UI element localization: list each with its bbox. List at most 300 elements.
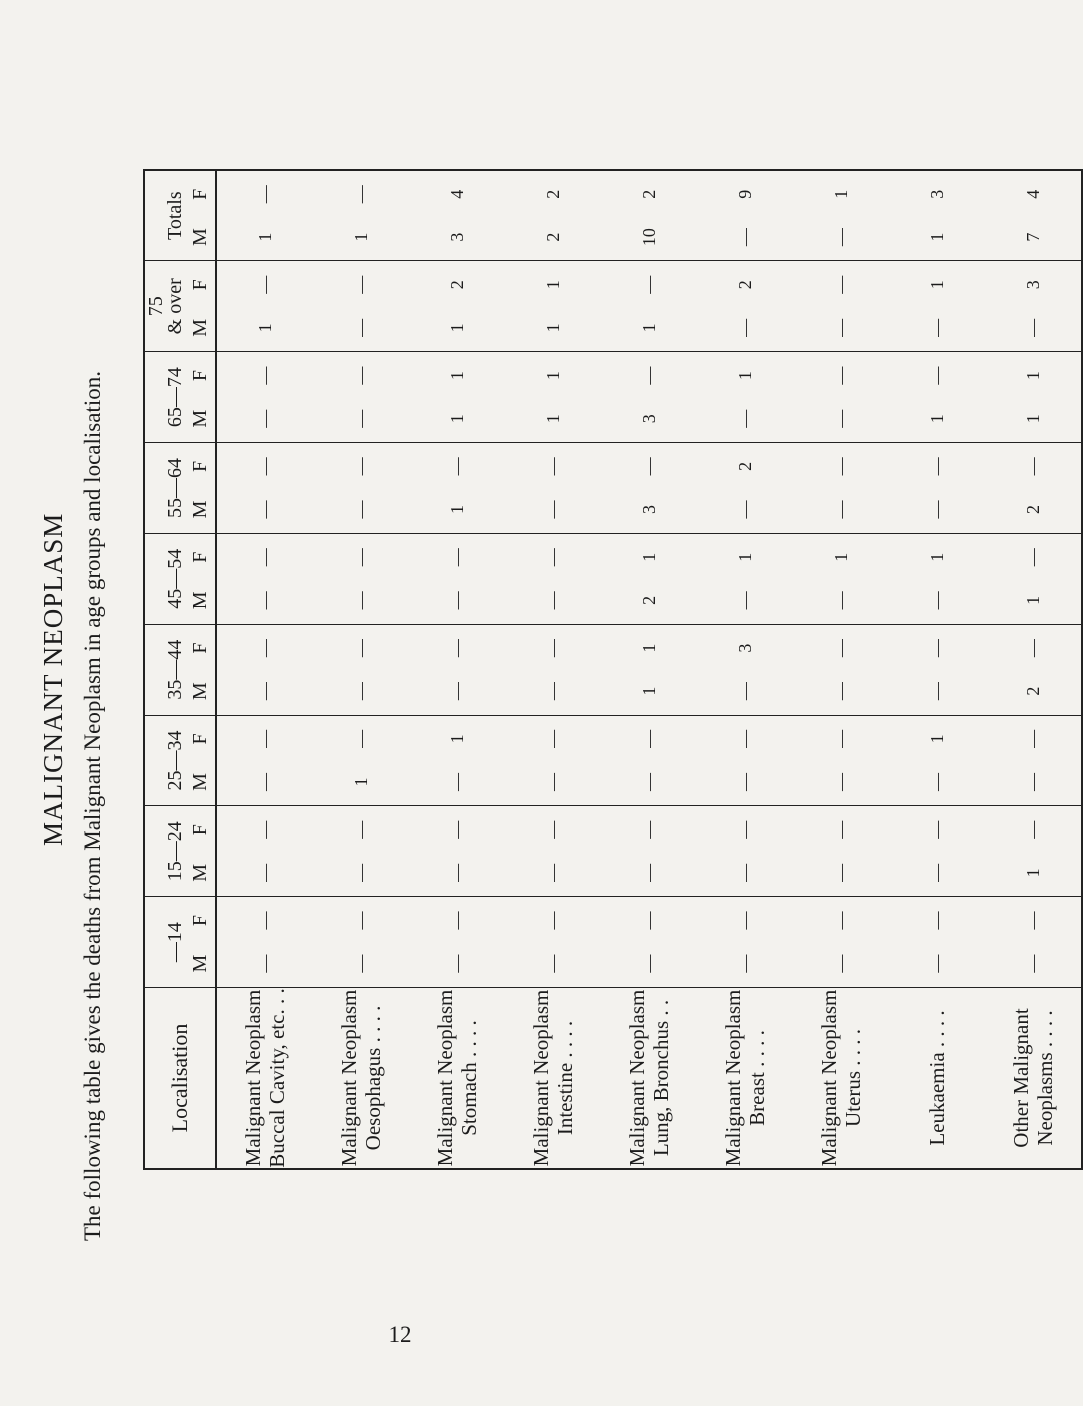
age-header: 45—54 xyxy=(144,533,185,624)
male-count: — xyxy=(1022,773,1043,791)
female-count: 4 xyxy=(446,189,467,199)
sex-header xyxy=(185,897,216,988)
sex-header xyxy=(185,261,216,352)
age-cell xyxy=(409,624,505,715)
age-header: —14 xyxy=(144,897,185,988)
female-count: — xyxy=(926,457,947,476)
row-label: Malignant Neoplasm Lung, Bronchus . . xyxy=(601,988,697,1170)
male-count: — xyxy=(254,863,275,882)
age-cell xyxy=(601,170,697,261)
female-count: — xyxy=(638,820,659,839)
age-cell xyxy=(409,897,505,988)
female-count: — xyxy=(350,457,371,476)
female-count: — xyxy=(446,548,467,567)
age-cell xyxy=(601,443,697,534)
male-count: 2 xyxy=(1022,505,1043,515)
row-label: Leukaemia . . . . xyxy=(889,988,985,1170)
age-cell xyxy=(505,624,601,715)
male-count: — xyxy=(638,954,659,973)
female-count: — xyxy=(542,639,563,658)
male-count: — xyxy=(1022,318,1043,337)
age-cell xyxy=(889,261,985,352)
age-cell xyxy=(985,624,1082,715)
male-count: — xyxy=(830,591,851,610)
female-count: — xyxy=(350,185,371,204)
female-count: — xyxy=(830,911,851,930)
sex-label: F xyxy=(188,824,211,836)
female-count: — xyxy=(350,639,371,658)
sex-header xyxy=(185,624,216,715)
male-count: 1 xyxy=(350,777,371,787)
female-count: 4 xyxy=(1022,189,1043,199)
male-count: — xyxy=(926,682,947,701)
age-cell xyxy=(697,261,793,352)
male-count: 1 xyxy=(350,232,371,242)
male-count: — xyxy=(830,682,851,701)
age-cell xyxy=(697,715,793,806)
age-cell xyxy=(313,715,409,806)
male-count: 2 xyxy=(542,232,563,242)
age-cell xyxy=(313,533,409,624)
age-cell xyxy=(889,352,985,443)
female-count: — xyxy=(830,820,851,839)
male-count: 1 xyxy=(638,686,659,696)
table-row xyxy=(697,170,793,1169)
female-count: — xyxy=(350,729,371,748)
male-count: 1 xyxy=(254,323,275,333)
table-row xyxy=(216,170,313,1169)
female-count: — xyxy=(542,729,563,748)
age-cell xyxy=(985,170,1082,261)
table-row xyxy=(601,170,697,1169)
age-cell xyxy=(793,352,889,443)
male-count: — xyxy=(734,954,755,973)
sex-label: M xyxy=(188,773,211,791)
age-cell xyxy=(601,624,697,715)
male-count: — xyxy=(350,682,371,701)
female-count: — xyxy=(1022,729,1043,748)
male-count: 1 xyxy=(542,414,563,424)
table-row xyxy=(505,170,601,1169)
male-count: 1 xyxy=(446,414,467,424)
male-count: — xyxy=(734,591,755,610)
sex-label: F xyxy=(188,370,211,382)
female-count: 1 xyxy=(830,552,851,562)
sex-label: M xyxy=(188,500,211,519)
male-count: — xyxy=(830,954,851,973)
male-count: 1 xyxy=(1022,595,1043,605)
female-count: — xyxy=(830,275,851,294)
male-count: — xyxy=(926,318,947,337)
male-count: 3 xyxy=(446,232,467,242)
female-count: — xyxy=(1022,911,1043,930)
male-count: — xyxy=(830,228,851,247)
age-cell xyxy=(216,897,313,988)
male-count: — xyxy=(350,591,371,610)
age-cell xyxy=(697,806,793,897)
age-cell xyxy=(889,624,985,715)
age-header: 65—74 xyxy=(144,352,185,443)
female-count: — xyxy=(350,366,371,385)
male-count: 7 xyxy=(1022,232,1043,242)
female-count: — xyxy=(830,639,851,658)
sex-header xyxy=(185,806,216,897)
row-label: Malignant Neoplasm Oesophagus . . . . xyxy=(313,988,409,1170)
female-count: — xyxy=(926,911,947,930)
age-cell xyxy=(985,806,1082,897)
male-count: — xyxy=(734,773,755,791)
age-header: 15—24 xyxy=(144,806,185,897)
age-cell xyxy=(601,806,697,897)
age-header: Totals xyxy=(164,191,186,240)
age-cell xyxy=(216,352,313,443)
male-count: — xyxy=(254,773,275,791)
female-count: — xyxy=(350,275,371,294)
table-row xyxy=(313,170,409,1169)
female-count: — xyxy=(638,457,659,476)
male-count: — xyxy=(830,318,851,337)
age-cell xyxy=(216,715,313,806)
female-count: — xyxy=(638,729,659,748)
age-header: 35—44 xyxy=(144,624,185,715)
age-cell xyxy=(697,897,793,988)
age-cell xyxy=(216,170,313,261)
age-cell xyxy=(793,806,889,897)
age-cell xyxy=(793,170,889,261)
male-count: — xyxy=(926,863,947,882)
age-cell xyxy=(409,443,505,534)
female-count: — xyxy=(446,911,467,930)
female-count: 1 xyxy=(638,552,659,562)
female-count: — xyxy=(638,275,659,294)
sex-header xyxy=(185,443,216,534)
male-count: — xyxy=(926,773,947,791)
female-count: — xyxy=(254,729,275,748)
male-count: — xyxy=(542,954,563,973)
age-cell xyxy=(313,443,409,534)
male-count: 1 xyxy=(254,232,275,242)
male-count: 1 xyxy=(926,414,947,424)
female-count: 2 xyxy=(734,280,755,290)
female-count: — xyxy=(350,820,371,839)
age-cell xyxy=(985,533,1082,624)
male-count: — xyxy=(446,591,467,610)
sex-label: F xyxy=(188,460,211,472)
male-count: — xyxy=(638,773,659,791)
sex-header xyxy=(185,352,216,443)
female-count: 3 xyxy=(926,189,947,199)
female-count: — xyxy=(638,366,659,385)
male-count: — xyxy=(734,409,755,428)
table-row xyxy=(985,170,1082,1169)
age-cell xyxy=(216,624,313,715)
female-count: — xyxy=(1022,820,1043,839)
female-count: 2 xyxy=(734,461,755,471)
age-cell xyxy=(409,806,505,897)
female-count: 2 xyxy=(542,189,563,199)
age-cell xyxy=(601,352,697,443)
age-cell xyxy=(985,261,1082,352)
female-count: 1 xyxy=(926,552,947,562)
female-count: 1 xyxy=(734,552,755,562)
age-cell xyxy=(601,897,697,988)
sex-header xyxy=(185,715,216,806)
age-cell xyxy=(889,170,985,261)
female-count: — xyxy=(254,275,275,294)
age-cell xyxy=(216,261,313,352)
female-count: — xyxy=(254,820,275,839)
age-cell xyxy=(505,170,601,261)
male-count: — xyxy=(254,500,275,519)
female-count: — xyxy=(254,548,275,567)
male-count: 1 xyxy=(542,323,563,333)
male-count: — xyxy=(542,591,563,610)
age-cell xyxy=(313,897,409,988)
female-count: — xyxy=(830,457,851,476)
female-count: — xyxy=(254,639,275,658)
row-label: Malignant Neoplasm Buccal Cavity, etc. . . xyxy=(216,988,313,1170)
neoplasm-table xyxy=(143,169,1083,1170)
female-count: — xyxy=(446,820,467,839)
female-count: — xyxy=(254,457,275,476)
female-count: 2 xyxy=(446,280,467,290)
age-cell xyxy=(793,715,889,806)
female-count: 3 xyxy=(734,643,755,653)
age-cell xyxy=(313,624,409,715)
male-count: — xyxy=(350,863,371,882)
age-cell xyxy=(697,352,793,443)
male-count: 1 xyxy=(926,232,947,242)
female-count: — xyxy=(542,548,563,567)
female-count: 1 xyxy=(926,280,947,290)
male-count: — xyxy=(830,409,851,428)
age-cell xyxy=(601,261,697,352)
male-count: 2 xyxy=(1022,686,1043,696)
sex-label: M xyxy=(188,318,211,337)
age-cell xyxy=(409,715,505,806)
male-count: — xyxy=(542,773,563,791)
female-count: — xyxy=(350,911,371,930)
male-count: — xyxy=(542,682,563,701)
age-cell xyxy=(505,352,601,443)
age-cell xyxy=(409,533,505,624)
age-header: 75 & over xyxy=(144,261,185,352)
sex-label: F xyxy=(188,914,211,927)
female-count: 1 xyxy=(542,371,563,381)
female-count: 3 xyxy=(1022,280,1043,290)
male-count: — xyxy=(254,682,275,701)
male-count: — xyxy=(446,773,467,791)
age-cell xyxy=(313,352,409,443)
male-count: — xyxy=(446,863,467,882)
page-number: 12 xyxy=(388,1322,412,1347)
female-count: 1 xyxy=(446,734,467,744)
female-count: — xyxy=(830,366,851,385)
age-cell xyxy=(505,897,601,988)
female-count: — xyxy=(1022,639,1043,658)
localisation-header: Localisation xyxy=(144,988,216,1170)
male-count: — xyxy=(734,863,755,882)
row-label: Malignant Neoplasm Intestine . . . . xyxy=(505,988,601,1170)
male-count: — xyxy=(734,228,755,247)
male-count: — xyxy=(350,500,371,519)
age-cell xyxy=(216,806,313,897)
sex-label: M xyxy=(188,863,211,882)
male-count: 1 xyxy=(446,323,467,333)
female-count: — xyxy=(1022,457,1043,476)
sex-label: M xyxy=(188,954,211,973)
female-count: — xyxy=(542,911,563,930)
male-count: — xyxy=(926,954,947,973)
male-count: — xyxy=(926,591,947,610)
male-count: — xyxy=(734,500,755,519)
male-count: — xyxy=(830,863,851,882)
age-cell xyxy=(985,352,1082,443)
female-count: 2 xyxy=(638,189,659,199)
age-header: 25—34 xyxy=(144,715,185,806)
male-count: — xyxy=(446,954,467,973)
age-cell xyxy=(697,624,793,715)
age-cell xyxy=(889,715,985,806)
row-label: Malignant Neoplasm Breast . . . . xyxy=(697,988,793,1170)
intro-text: The following table gives the deaths from Malignant Neoplasm in age groups and localisation. xyxy=(80,371,105,1241)
female-count: — xyxy=(638,911,659,930)
table-row xyxy=(409,170,505,1169)
male-count: — xyxy=(638,863,659,882)
male-count: 1 xyxy=(1022,868,1043,878)
male-count: — xyxy=(254,409,275,428)
male-count: 1 xyxy=(1022,414,1043,424)
male-count: — xyxy=(350,318,371,337)
age-cell xyxy=(889,897,985,988)
female-count: — xyxy=(542,457,563,476)
sex-label: M xyxy=(188,228,211,247)
age-cell xyxy=(601,715,697,806)
male-count: — xyxy=(926,500,947,519)
age-cell xyxy=(793,897,889,988)
female-count: — xyxy=(350,548,371,567)
male-count: — xyxy=(1022,954,1043,973)
female-count: — xyxy=(734,729,755,748)
sex-label: F xyxy=(188,279,211,291)
table-row xyxy=(793,170,889,1169)
age-cell xyxy=(793,624,889,715)
female-count: 1 xyxy=(734,371,755,381)
female-count: — xyxy=(926,366,947,385)
male-count: — xyxy=(350,409,371,428)
male-count: 2 xyxy=(638,595,659,605)
age-cell xyxy=(505,533,601,624)
age-cell xyxy=(505,806,601,897)
female-count: — xyxy=(734,820,755,839)
sex-label: F xyxy=(188,733,211,745)
male-count: 1 xyxy=(446,505,467,515)
female-count: — xyxy=(542,820,563,839)
female-count: — xyxy=(734,911,755,930)
sex-label: F xyxy=(188,188,211,200)
page-title: MALIGNANT NEOPLASM xyxy=(38,512,68,846)
table-row xyxy=(889,170,985,1169)
male-count: 3 xyxy=(638,505,659,515)
male-count: — xyxy=(350,954,371,973)
sex-label: F xyxy=(188,551,211,563)
female-count: 1 xyxy=(830,189,851,199)
male-count: 3 xyxy=(638,414,659,424)
male-count: — xyxy=(254,591,275,610)
age-cell xyxy=(889,443,985,534)
female-count: — xyxy=(926,820,947,839)
age-cell xyxy=(505,261,601,352)
female-count: — xyxy=(1022,548,1043,567)
age-cell xyxy=(889,533,985,624)
age-cell xyxy=(985,715,1082,806)
age-cell xyxy=(697,533,793,624)
sex-label: M xyxy=(188,682,211,701)
age-cell xyxy=(505,715,601,806)
age-cell xyxy=(313,261,409,352)
female-count: 1 xyxy=(446,371,467,381)
sex-label: M xyxy=(188,591,211,610)
age-cell xyxy=(216,443,313,534)
age-cell xyxy=(409,261,505,352)
sex-label: M xyxy=(188,409,211,428)
female-count: — xyxy=(254,185,275,204)
female-count: — xyxy=(446,639,467,658)
sex-header xyxy=(185,170,216,261)
female-count: — xyxy=(830,729,851,748)
age-header: 55—64 xyxy=(144,443,185,534)
age-cell xyxy=(697,443,793,534)
age-cell xyxy=(313,170,409,261)
male-count: — xyxy=(734,318,755,337)
male-count: — xyxy=(830,773,851,791)
male-count: — xyxy=(734,682,755,701)
female-count: 9 xyxy=(734,189,755,199)
age-cell xyxy=(697,170,793,261)
female-count: — xyxy=(254,366,275,385)
male-count: — xyxy=(446,682,467,701)
age-cell xyxy=(985,443,1082,534)
male-count: — xyxy=(542,863,563,882)
male-count: — xyxy=(542,500,563,519)
row-label: Malignant Neoplasm Uterus . . . . xyxy=(793,988,889,1170)
age-cell xyxy=(985,897,1082,988)
male-count: 10 xyxy=(638,228,659,247)
female-count: 1 xyxy=(926,734,947,744)
female-count: — xyxy=(926,639,947,658)
row-label: Malignant Neoplasm Stomach . . . . xyxy=(409,988,505,1170)
male-count: — xyxy=(830,500,851,519)
female-count: — xyxy=(446,457,467,476)
age-cell xyxy=(793,533,889,624)
age-cell xyxy=(601,533,697,624)
age-cell xyxy=(313,806,409,897)
female-count: — xyxy=(254,911,275,930)
male-count: 1 xyxy=(638,323,659,333)
male-count: — xyxy=(254,954,275,973)
female-count: 1 xyxy=(542,280,563,290)
sex-header xyxy=(185,533,216,624)
age-cell xyxy=(409,170,505,261)
age-cell xyxy=(505,443,601,534)
female-count: 1 xyxy=(1022,371,1043,381)
age-cell xyxy=(793,261,889,352)
age-cell xyxy=(889,806,985,897)
sex-label: F xyxy=(188,642,211,654)
row-label: Other Malignant Neoplasms . . . . xyxy=(985,988,1082,1170)
age-cell xyxy=(409,352,505,443)
female-count: 1 xyxy=(638,643,659,653)
